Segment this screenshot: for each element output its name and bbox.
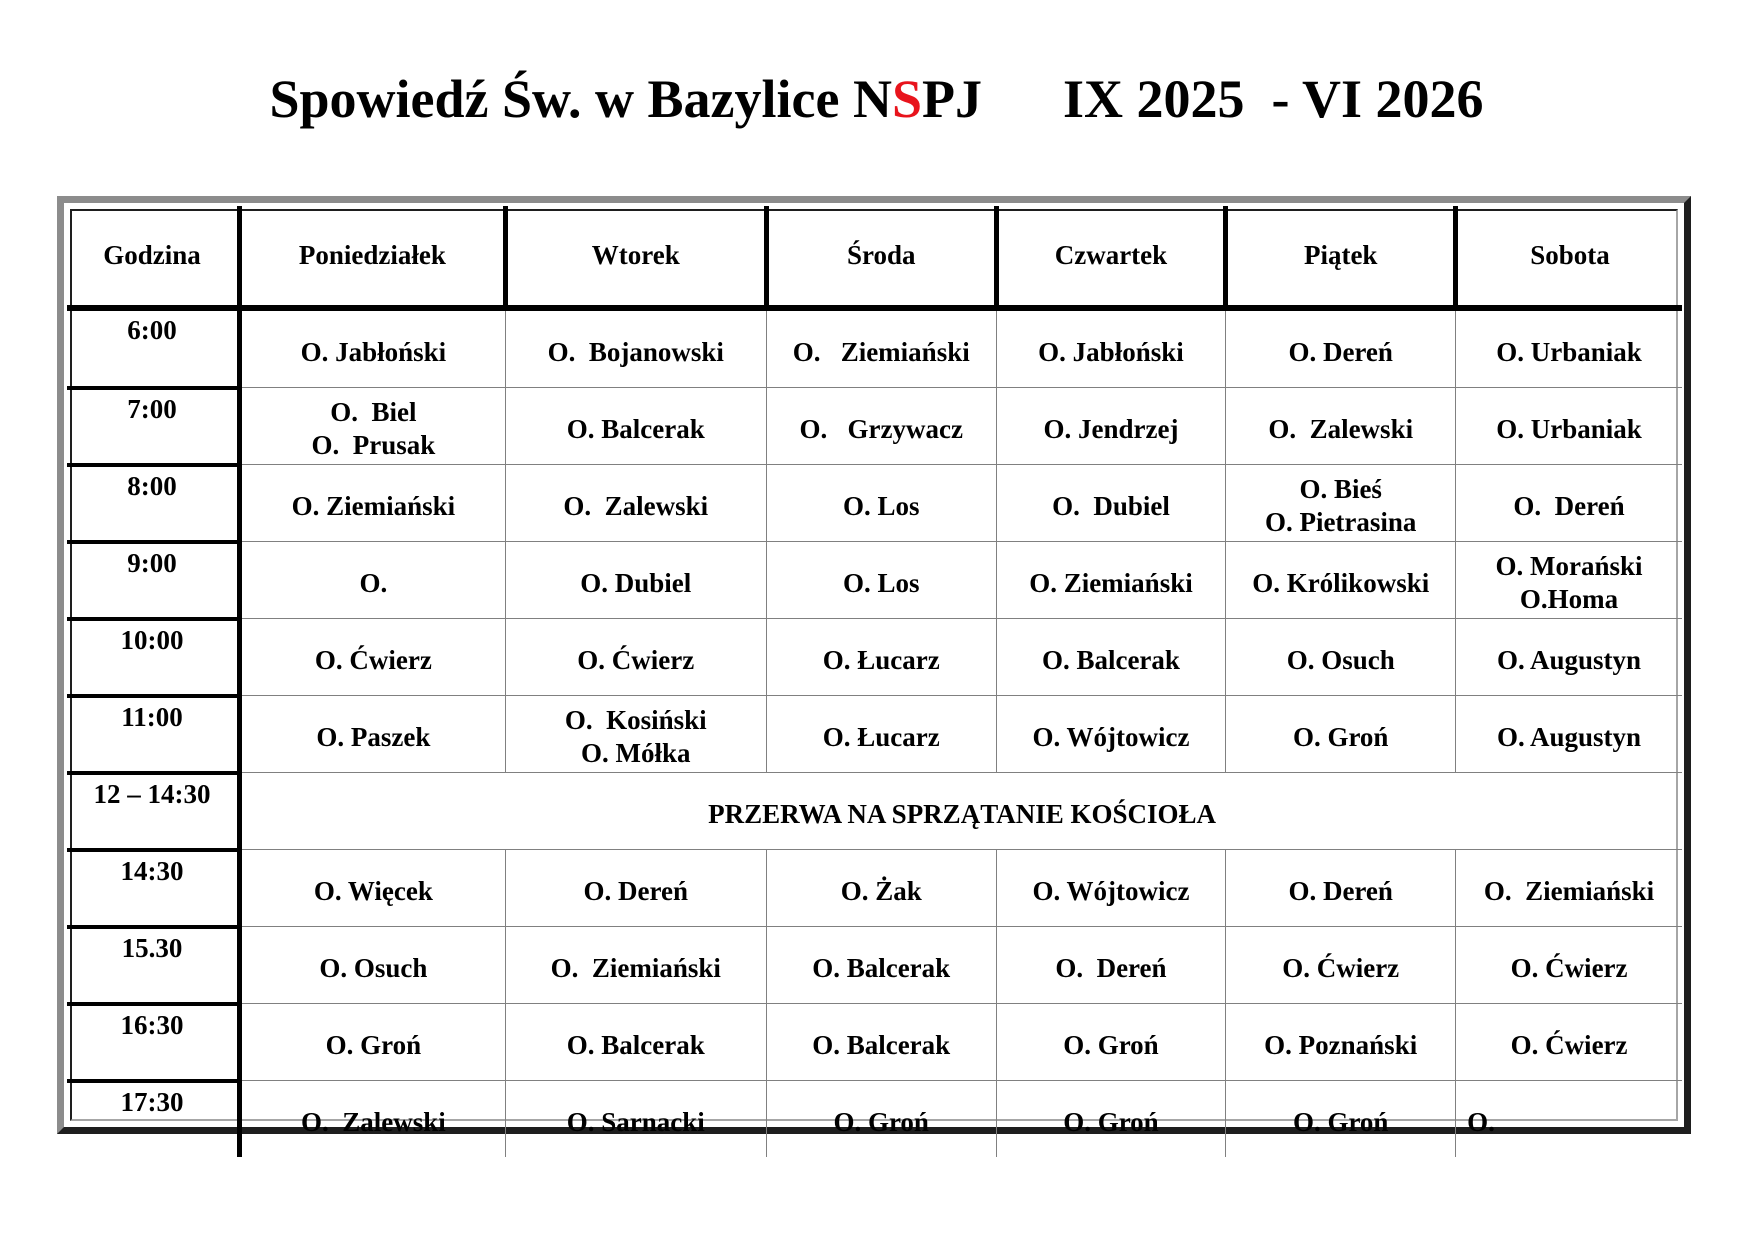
confessor-name: O. Balcerak [566,413,705,444]
column-header-day: Piątek [1226,206,1456,308]
column-header-hour: Godzina [67,206,240,308]
time-cell: 12 – 14:30 [67,773,240,850]
confessor-cell [996,850,1226,927]
confessor-name: O. Bojanowski [547,336,724,367]
confessor-cell [1456,927,1682,1004]
confessor-name: O. Pietrasina [1264,507,1417,537]
confessor-cell [1226,388,1456,465]
confessor-name: O. Groń [1292,1106,1389,1137]
confessor-name: O. Łucarz [822,721,940,752]
confessor-cell [240,850,506,927]
table-header [67,206,1682,308]
confessor-name: O. Urbaniak [1496,413,1642,444]
table-row [67,773,1682,850]
confessor-name: O. Balcerak [1041,644,1180,675]
confessor-cell [766,696,996,773]
confessor-cell [1226,696,1456,773]
confessor-cell [766,1004,996,1081]
confessor-name: O. Dubiel [580,567,692,598]
table-row [67,308,1682,388]
confessor-cell [766,850,996,927]
confessor-cell [766,542,996,619]
confessor-name: O. Sarnacki [566,1106,705,1137]
confessor-name: O. [1467,1106,1495,1137]
confessor-name: O. Dubiel [1052,490,1170,521]
confessor-name: O. Jendrzej [1043,413,1179,444]
table-row [67,927,1682,1004]
confessor-cell [766,927,996,1004]
confessor-cell [505,619,766,696]
confessor-cell [766,388,996,465]
confessor-cell [766,1081,996,1158]
confessor-cell [505,1081,766,1158]
confessor-name: O. Ćwierz [1510,952,1628,983]
table-row [67,1081,1682,1158]
table-row [67,465,1682,542]
confessor-name: O. Ziemiański [1483,875,1655,906]
confessor-cell [996,1081,1226,1158]
confessor-cell [505,696,766,773]
confessor-cell [505,308,766,388]
confessor-name: O. Zalewski [563,490,709,521]
time-cell: 11:00 [67,696,240,773]
confessor-cell [996,696,1226,773]
confessor-name: O. Ćwierz [1510,1029,1628,1060]
title-part-1: Spowiedź Św. w Bazylice N [269,69,892,129]
time-cell: 16:30 [67,1004,240,1081]
confessor-name: O. Dereń [1288,336,1393,367]
confessor-cell [1456,542,1682,619]
confessor-cell [766,465,996,542]
confessor-cell [505,465,766,542]
confessor-name: O. Dereń [1288,875,1393,906]
confessor-name: O. Los [842,567,920,598]
confessor-name: O. Zalewski [1268,413,1414,444]
confessor-cell [240,388,506,465]
confessor-name: O. Jabłoński [1038,336,1184,367]
time-cell: 10:00 [67,619,240,696]
confessor-name: O. Ziemiański [1029,567,1193,598]
time-cell: 7:00 [67,388,240,465]
page-title [0,69,1753,129]
confessor-name: O. Jabłoński [300,336,447,367]
confessor-name: O. Morański [1495,551,1643,581]
confessor-name: O. Łucarz [822,644,940,675]
confessor-name: O.Homa [1519,584,1619,614]
confessor-name: O. Osuch [319,952,428,983]
confessor-name: O. Prusak [311,430,436,460]
column-header-day: Środa [766,206,996,308]
confessor-name: O. Augustyn [1497,721,1642,752]
confessor-cell [505,1004,766,1081]
confessor-cell [1226,542,1456,619]
confessor-name: O. Ćwierz [577,644,695,675]
confessor-cell [240,542,506,619]
confessor-cell [996,388,1226,465]
title-part-2: PJ IX 2025 - VI 2026 [922,69,1484,129]
time-cell: 15.30 [67,927,240,1004]
confessor-cell [240,927,506,1004]
time-cell: 17:30 [67,1081,240,1158]
column-header-day: Sobota [1456,206,1682,308]
confessor-cell [1226,927,1456,1004]
confessor-cell [1226,850,1456,927]
confessor-cell [1456,1081,1682,1158]
table-row [67,619,1682,696]
time-cell: 8:00 [67,465,240,542]
confessor-cell [1456,465,1682,542]
confessor-name: O. Poznański [1264,1029,1418,1060]
table-row [67,388,1682,465]
confessor-cell [1456,308,1682,388]
schedule-table [67,206,1682,1157]
confessor-name: O. Augustyn [1497,644,1642,675]
confessor-name: O. Królikowski [1252,567,1430,598]
title-red-letter: S [891,69,923,129]
confessor-name: O. Żak [840,875,922,906]
time-cell: 6:00 [67,308,240,388]
table-row [67,696,1682,773]
table-row [67,850,1682,927]
time-cell: 14:30 [67,850,240,927]
column-header-day: Poniedziałek [240,206,506,308]
column-header-day: Czwartek [996,206,1226,308]
confessor-name: O. Balcerak [812,1029,951,1060]
confessor-name: O. Ziemiański [550,952,721,983]
confessor-name: O. Ziemiański [291,490,456,521]
table-body [67,308,1682,1157]
confessor-cell [996,927,1226,1004]
confessor-name: O. Los [842,490,920,521]
confessor-name: O. Bieś [1299,474,1382,504]
column-header-day: Wtorek [505,206,766,308]
header-row [67,206,1682,308]
confessor-name: O. Dereń [583,875,688,906]
table-row [67,542,1682,619]
confessor-name: O. Wójtowicz [1032,875,1190,906]
confessor-cell [996,1004,1226,1081]
confessor-cell [240,696,506,773]
confessor-name: O. Groń [325,1029,422,1060]
confessor-cell [1226,465,1456,542]
break-notice: PRZERWA NA SPRZĄTANIE KOŚCIOŁA [240,773,1682,850]
confessor-name: O. Groń [1063,1106,1159,1137]
confessor-cell [766,619,996,696]
confessor-cell [996,465,1226,542]
confessor-cell [240,465,506,542]
time-cell: 9:00 [67,542,240,619]
confessor-name: O. Urbaniak [1496,336,1642,367]
confessor-cell [505,927,766,1004]
confessor-name: O. Wójtowicz [1032,721,1190,752]
confessor-name: O. Osuch [1286,644,1395,675]
confessor-cell [1456,619,1682,696]
confessor-cell [240,1081,506,1158]
confessor-cell [996,619,1226,696]
confessor-name: O. Zalewski [301,1106,446,1137]
confessor-name: O. Balcerak [566,1029,705,1060]
confessor-cell [1226,1081,1456,1158]
confessor-name: O. [359,567,388,598]
confessor-cell [996,308,1226,388]
confessor-name: O. Dereń [1055,952,1167,983]
confessor-cell [1226,619,1456,696]
confessor-name: O. Paszek [316,721,431,752]
table-row [67,1004,1682,1081]
confessor-name: O. Groń [1292,721,1389,752]
confessor-name: O. Groń [833,1106,929,1137]
confessor-cell [240,619,506,696]
confessor-cell [1456,850,1682,927]
confessor-name: O. Ćwierz [314,644,432,675]
confessor-cell [240,308,506,388]
confessor-cell [505,850,766,927]
confessor-cell [505,542,766,619]
confessor-name: O. Ziemiański [792,336,970,367]
confessor-cell [1456,388,1682,465]
confessor-name: O. Balcerak [812,952,951,983]
confessor-cell [1226,1004,1456,1081]
confessor-name: O. Kosiński [564,705,707,735]
confessor-cell [766,308,996,388]
confessor-name: O. Groń [1063,1029,1159,1060]
confessor-cell [1456,1004,1682,1081]
confessor-name: O. Grzywacz [799,413,963,444]
confessor-cell [1226,308,1456,388]
confessor-cell [1456,696,1682,773]
confessor-cell [996,542,1226,619]
confessor-name: O. Ćwierz [1282,952,1400,983]
confessor-name: O. Dereń [1513,490,1625,521]
confessor-name: O. Więcek [313,875,433,906]
confessor-name: O. Mółka [581,738,691,768]
confessor-name: O. Biel [330,397,417,427]
confessor-cell [505,388,766,465]
confessor-cell [240,1004,506,1081]
